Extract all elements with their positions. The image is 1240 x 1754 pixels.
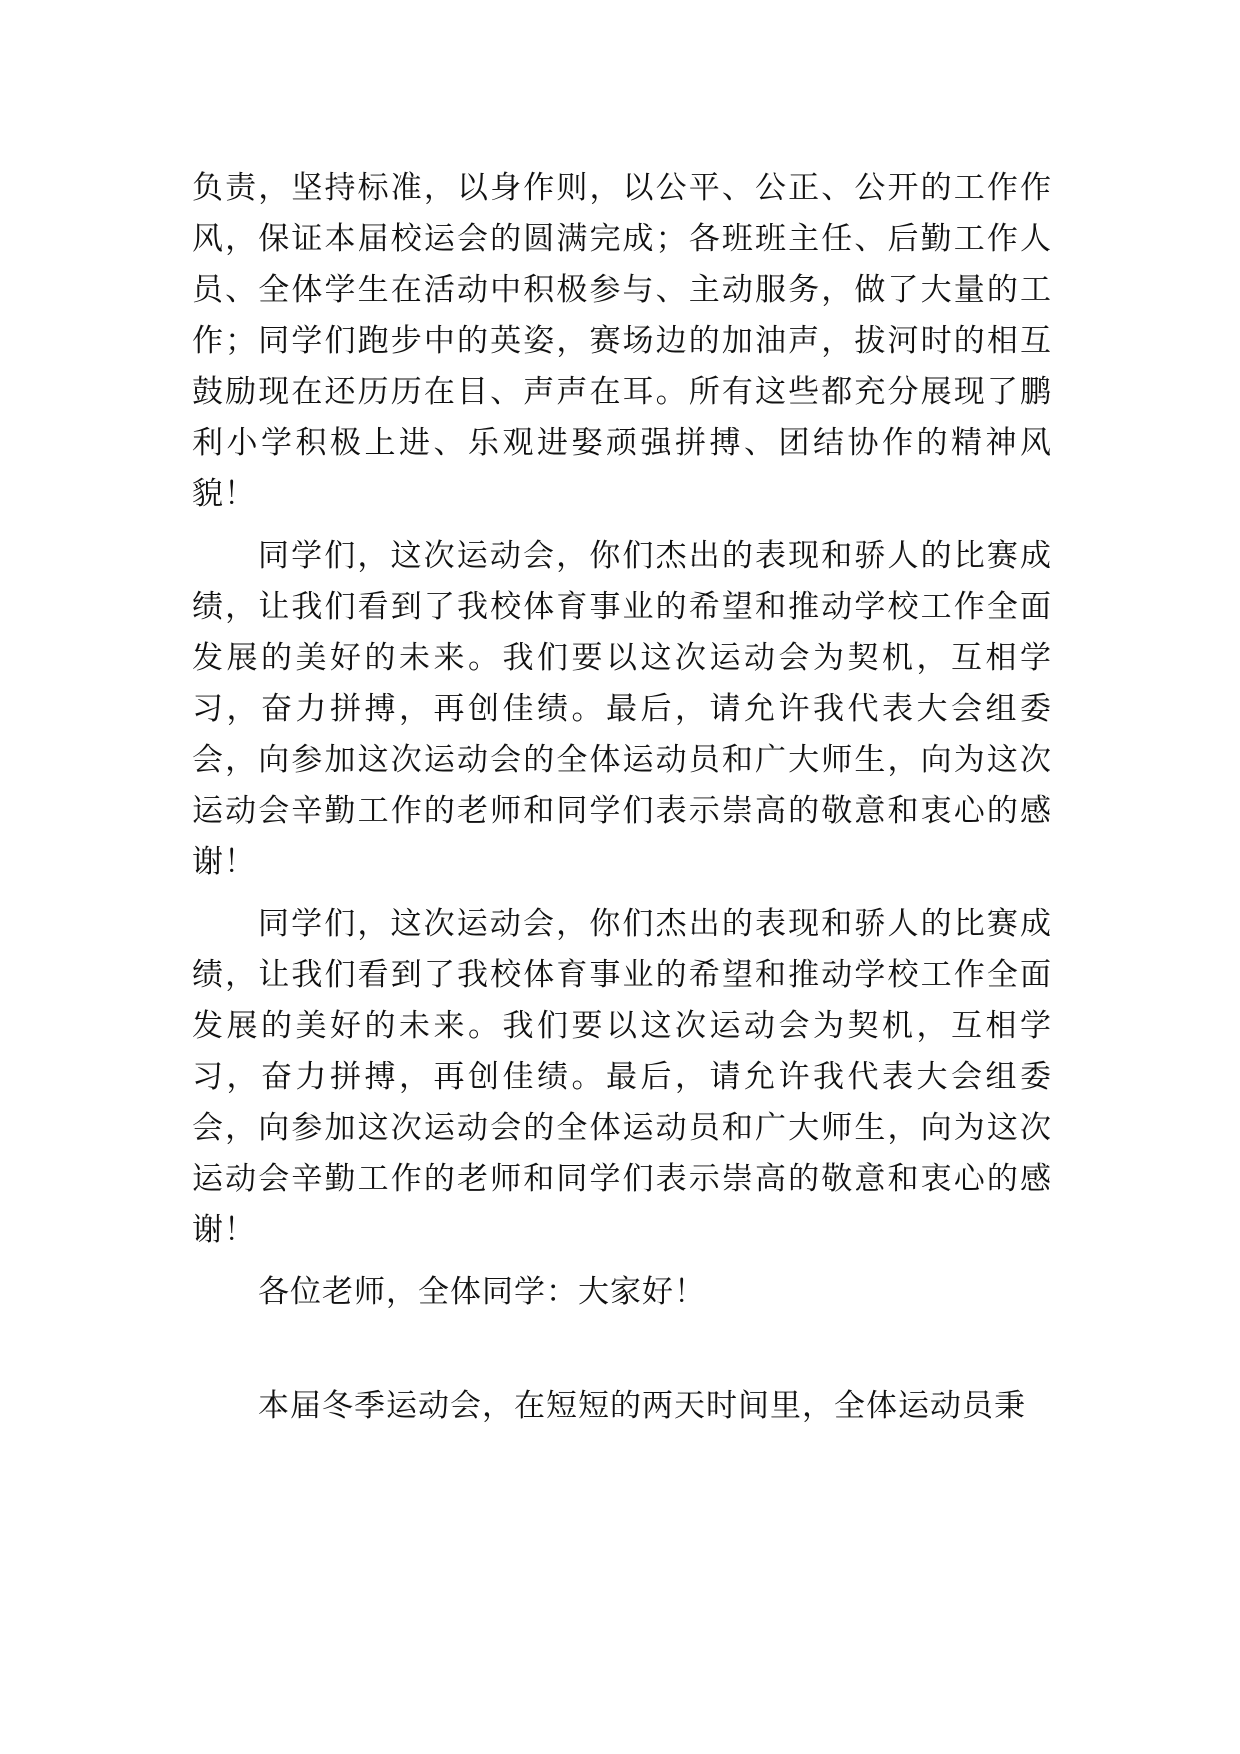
paragraph-greeting: 各位老师，全体同学：大家好！ [258, 1274, 706, 1310]
paragraph-closing-remarks-repeat: 同学们，这次运动会，你们杰出的表现和骄人的比赛成绩，让我们看到了我校体育事业的希望和推动学校工作全面发展的美好的未来。我们要以这次运动会为契机，互相学习，奋力拼搏，再创佳绩。最后，请允许我代表大会组委会，向参加这次运动会的全体运动员和广大师生，向为这次运动会辛勤工作的老师和同学们表示崇高的敬意和衷心的感谢！ [192, 906, 1052, 1248]
paragraph-continuation: 负责，坚持标准，以身作则，以公平、公正、公开的工作作风，保证本届校运会的圆满完成；各班班主任、后勤工作人员、全体学生在活动中积极参与、主动服务，做了大量的工作；同学们跑步中的英姿，赛场边的加油声，拔河时的相互鼓励现在还历历在目、声声在耳。所有这些都充分展现了鹏利小学积极上进、乐观进娶顽强拼搏、团结协作的精神风貌！ [192, 170, 1052, 512]
paragraph-closing-remarks: 同学们，这次运动会，你们杰出的表现和骄人的比赛成绩，让我们看到了我校体育事业的希望和推动学校工作全面发展的美好的未来。我们要以这次运动会为契机，互相学习，奋力拼搏，再创佳绩。最后，请允许我代表大会组委会，向参加这次运动会的全体运动员和广大师生，向为这次运动会辛勤工作的老师和同学们表示崇高的敬意和衷心的感谢！ [192, 538, 1052, 880]
paragraph-opening: 本届冬季运动会，在短短的两天时间里，全体运动员秉 [258, 1388, 1026, 1424]
